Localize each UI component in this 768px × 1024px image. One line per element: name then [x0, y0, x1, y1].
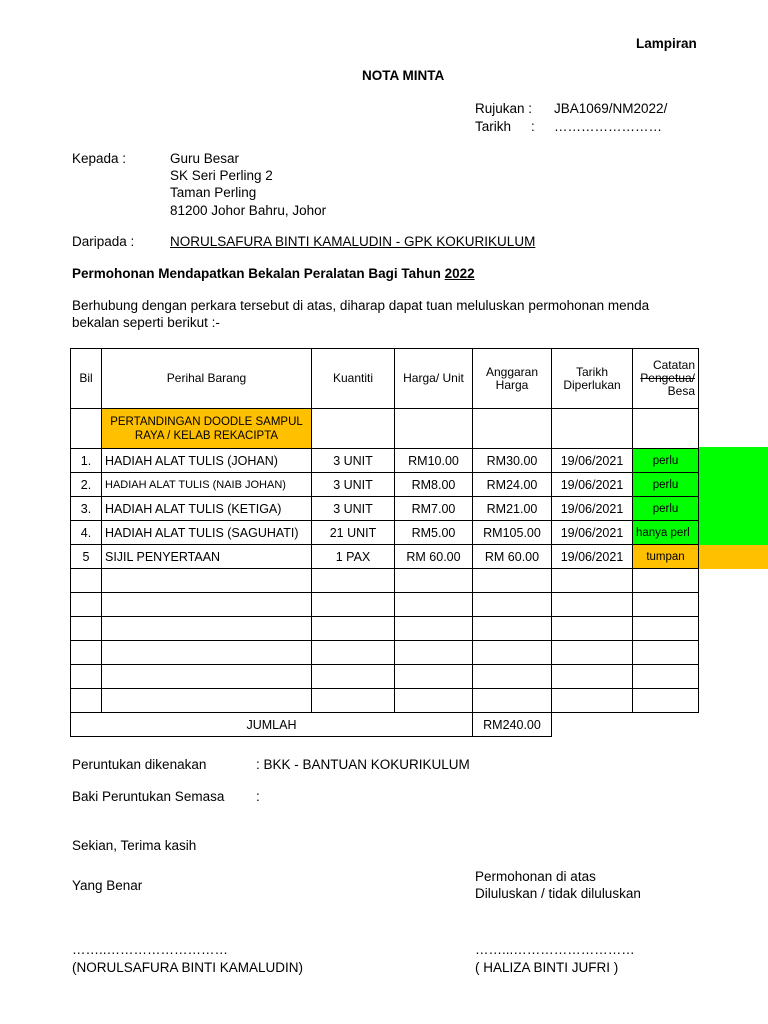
date-colon: : [531, 119, 535, 134]
empty-row [71, 641, 699, 665]
row-qty: 3 UNIT [312, 473, 395, 497]
header-note [633, 349, 699, 409]
date-value: …………………… [554, 119, 662, 134]
row-note: perlu [633, 473, 699, 497]
header-note-line2: Pengetua/ [640, 371, 695, 385]
balance-label: Baki Peruntukan Semasa [72, 789, 225, 804]
row-price: RM7.00 [395, 497, 473, 521]
row-budget: RM30.00 [473, 449, 552, 473]
row-budget: RM 60.00 [473, 545, 552, 569]
subject-text: Permohonan Mendapatkan Bekalan Peralatan Bagi Tahun [72, 266, 445, 281]
attachment-label: Lampiran [636, 36, 697, 51]
row-qty: 1 PAX [312, 545, 395, 569]
signer-right: ( HALIZA BINTI JUFRI ) [475, 960, 619, 975]
section-title: PERTANDINGAN DOODLE SAMPUL RAYA / KELAB REKACIPTA [102, 409, 312, 449]
date-label: Tarikh [475, 119, 512, 134]
balance-value: : [256, 789, 260, 804]
allocation-value: : BKK - BANTUAN KOKURIKULUM [256, 757, 470, 772]
row-bil: 1. [71, 449, 102, 473]
header-price: Harga/ Unit [395, 349, 473, 409]
table-row [71, 449, 699, 473]
table-row [71, 473, 699, 497]
header-note-line1: Catatan [652, 358, 695, 372]
items-table [70, 348, 699, 737]
total-row [71, 713, 699, 737]
document-title: NOTA MINTA [362, 68, 445, 83]
body-line: bekalan seperti berikut :- [72, 315, 220, 330]
reference-value: JBA1069/NM2022/ [554, 101, 668, 116]
subject-heading [72, 266, 475, 281]
table-row [71, 497, 699, 521]
row-date: 19/06/2021 [552, 497, 633, 521]
row-item: HADIAH ALAT TULIS (JOHAN) [102, 449, 312, 473]
to-line: SK Seri Perling 2 [170, 168, 273, 183]
row-note: perlu [633, 449, 699, 473]
row-price: RM 60.00 [395, 545, 473, 569]
signer-left: (NORULSAFURA BINTI KAMALUDIN) [72, 960, 304, 975]
from-label: Daripada : [72, 234, 135, 249]
table-section-row [71, 409, 699, 449]
row-item: HADIAH ALAT TULIS (KETIGA) [102, 497, 312, 521]
empty-row [71, 593, 699, 617]
header-date [552, 349, 633, 409]
header-bil: Bil [71, 349, 102, 409]
signature-line-left: ……..……………………… [72, 942, 229, 957]
row-bil: 5 [71, 545, 102, 569]
to-line: Taman Perling [170, 185, 257, 200]
row-date: 19/06/2021 [552, 473, 633, 497]
note-highlight-orange [698, 545, 768, 569]
row-note: perlu [633, 497, 699, 521]
sincerely-text: Yang Benar [72, 878, 143, 893]
reference-label: Rujukan : [475, 101, 533, 116]
table-row [71, 545, 699, 569]
body-line: Berhubung dengan perkara tersebut di atas, diharap dapat tuan meluluskan permohonan menda [72, 298, 650, 313]
table-row [71, 521, 699, 545]
row-item: SIJIL PENYERTAAN [102, 545, 312, 569]
empty-row [71, 569, 699, 593]
to-line: Guru Besar [170, 151, 240, 166]
row-bil: 3. [71, 497, 102, 521]
header-date-line1: Tarikh [575, 364, 608, 379]
empty-row [71, 617, 699, 641]
closing-text: Sekian, Terima kasih [72, 838, 197, 853]
signature-line-right: ……...……………………… [475, 942, 635, 957]
table-header-row [71, 349, 699, 409]
total-label: JUMLAH [71, 713, 473, 737]
row-note: hanya perl [633, 521, 699, 545]
row-qty: 3 UNIT [312, 497, 395, 521]
empty-row [71, 665, 699, 689]
row-budget: RM21.00 [473, 497, 552, 521]
header-budget [473, 349, 552, 409]
header-budget-line1: Anggaran [485, 364, 539, 379]
row-price: RM8.00 [395, 473, 473, 497]
row-date: 19/06/2021 [552, 521, 633, 545]
header-budget-line2: Harga [495, 377, 529, 392]
header-note-line3: Besa [667, 384, 695, 398]
from-value: NORULSAFURA BINTI KAMALUDIN - GPK KOKURIKULUM [170, 234, 536, 249]
to-label: Kepada : [72, 151, 127, 166]
row-note: tumpan [633, 545, 699, 569]
row-item: HADIAH ALAT TULIS (NAIB JOHAN) [102, 473, 312, 497]
header-item: Perihal Barang [102, 349, 312, 409]
header-qty: Kuantiti [312, 349, 395, 409]
row-date: 19/06/2021 [552, 449, 633, 473]
approval-line: Permohonan di atas [475, 869, 596, 884]
row-budget: RM24.00 [473, 473, 552, 497]
to-line: 81200 Johor Bahru, Johor [170, 203, 327, 218]
row-qty: 21 UNIT [312, 521, 395, 545]
row-bil: 2. [71, 473, 102, 497]
allocation-label: Peruntukan dikenakan [72, 757, 207, 772]
subject-year: 2022 [444, 266, 475, 281]
header-date-line2: Diperlukan [563, 377, 621, 392]
row-price: RM5.00 [395, 521, 473, 545]
row-bil: 4. [71, 521, 102, 545]
row-date: 19/06/2021 [552, 545, 633, 569]
row-budget: RM105.00 [473, 521, 552, 545]
row-qty: 3 UNIT [312, 449, 395, 473]
empty-row [71, 689, 699, 713]
row-item: HADIAH ALAT TULIS (SAGUHATI) [102, 521, 312, 545]
row-price: RM10.00 [395, 449, 473, 473]
approval-line: Diluluskan / tidak diluluskan [475, 886, 641, 901]
total-value: RM240.00 [473, 713, 552, 737]
